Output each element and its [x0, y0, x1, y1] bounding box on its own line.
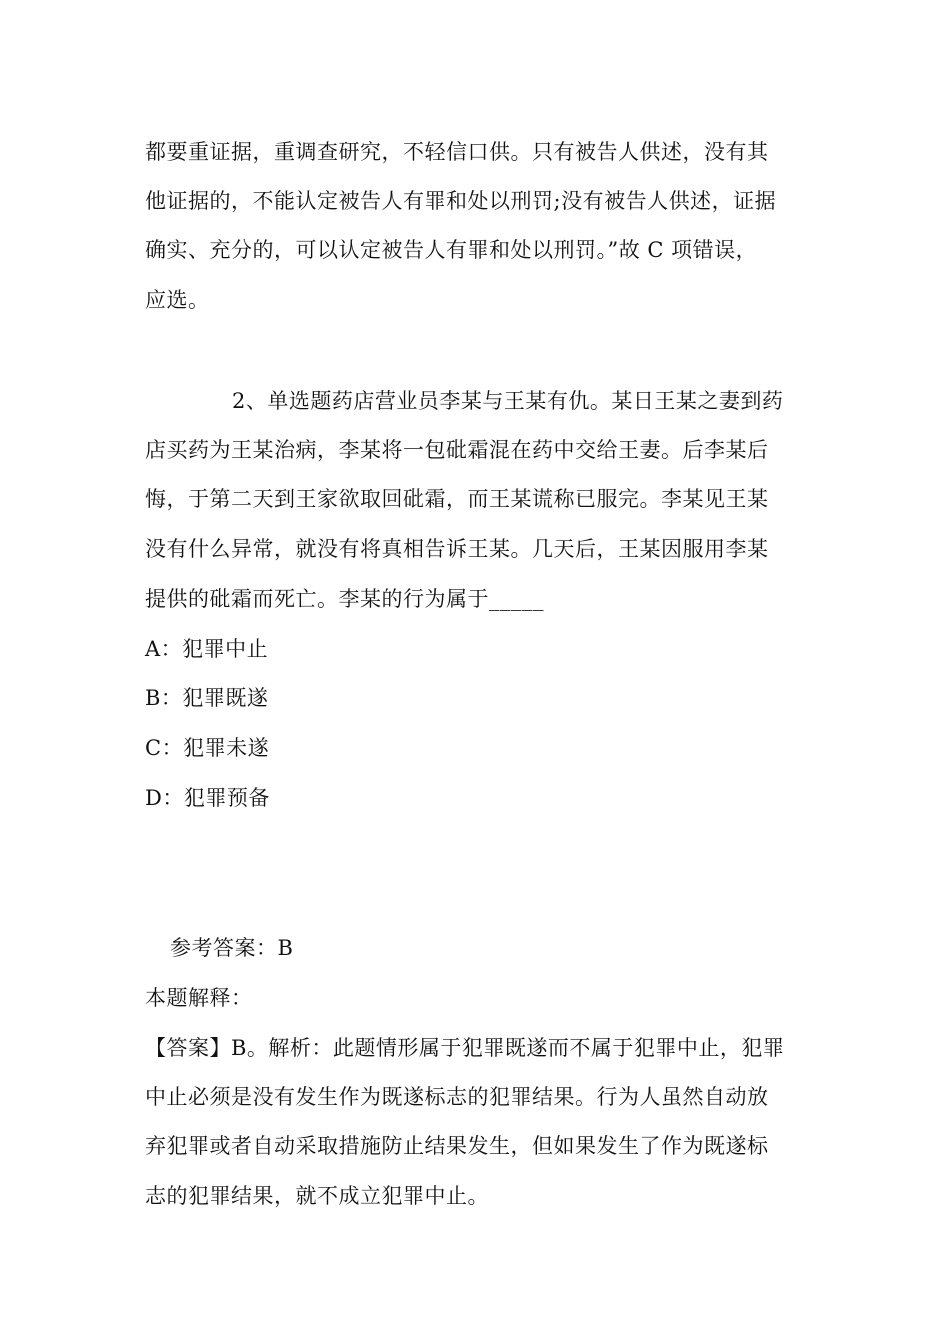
option-a: A：犯罪中止	[145, 637, 269, 661]
question-stem-line: 悔，于第二天到王家欲取回砒霜，而王某谎称已服完。李某见王某	[145, 487, 769, 511]
paragraph-line: 都要重证据，重调查研究，不轻信口供。只有被告人供述，没有其	[145, 140, 769, 164]
option-c: C：犯罪未遂	[145, 736, 270, 760]
question-stem-line: 提供的砒霜而死亡。李某的行为属于_____	[145, 587, 544, 611]
question-stem-line: 没有什么异常，就没有将真相告诉王某。几天后，王某因服用李某	[145, 537, 769, 561]
explanation-line: 【答案】B。解析：此题情形属于犯罪既遂而不属于犯罪中止，犯罪	[145, 1036, 785, 1060]
explanation-line: 中止必须是没有发生作为既遂标志的犯罪结果。行为人虽然自动放	[145, 1085, 769, 1109]
explanation-line: 志的犯罪结果，就不成立犯罪中止。	[145, 1184, 489, 1208]
explanation-line: 弃犯罪或者自动采取措施防止结果发生，但如果发生了作为既遂标	[145, 1134, 769, 1158]
paragraph-line: 他证据的，不能认定被告人有罪和处以刑罚;没有被告人供述，证据	[145, 189, 777, 213]
option-d: D：犯罪预备	[145, 786, 270, 810]
paragraph-line: 应选。	[145, 288, 210, 312]
option-b: B：犯罪既遂	[145, 686, 269, 710]
question-stem-line: 2、单选题药店营业员李某与王某有仇。某日王某之妻到药	[232, 389, 784, 413]
paragraph-line: 确实、充分的，可以认定被告人有罪和处以刑罚。”故 C 项错误，	[145, 238, 758, 262]
question-stem-line: 店买药为王某治病，李某将一包砒霜混在药中交给王妻。后李某后	[145, 438, 769, 462]
reference-answer: 参考答案：B	[170, 936, 294, 960]
explanation-heading: 本题解释：	[145, 986, 253, 1010]
